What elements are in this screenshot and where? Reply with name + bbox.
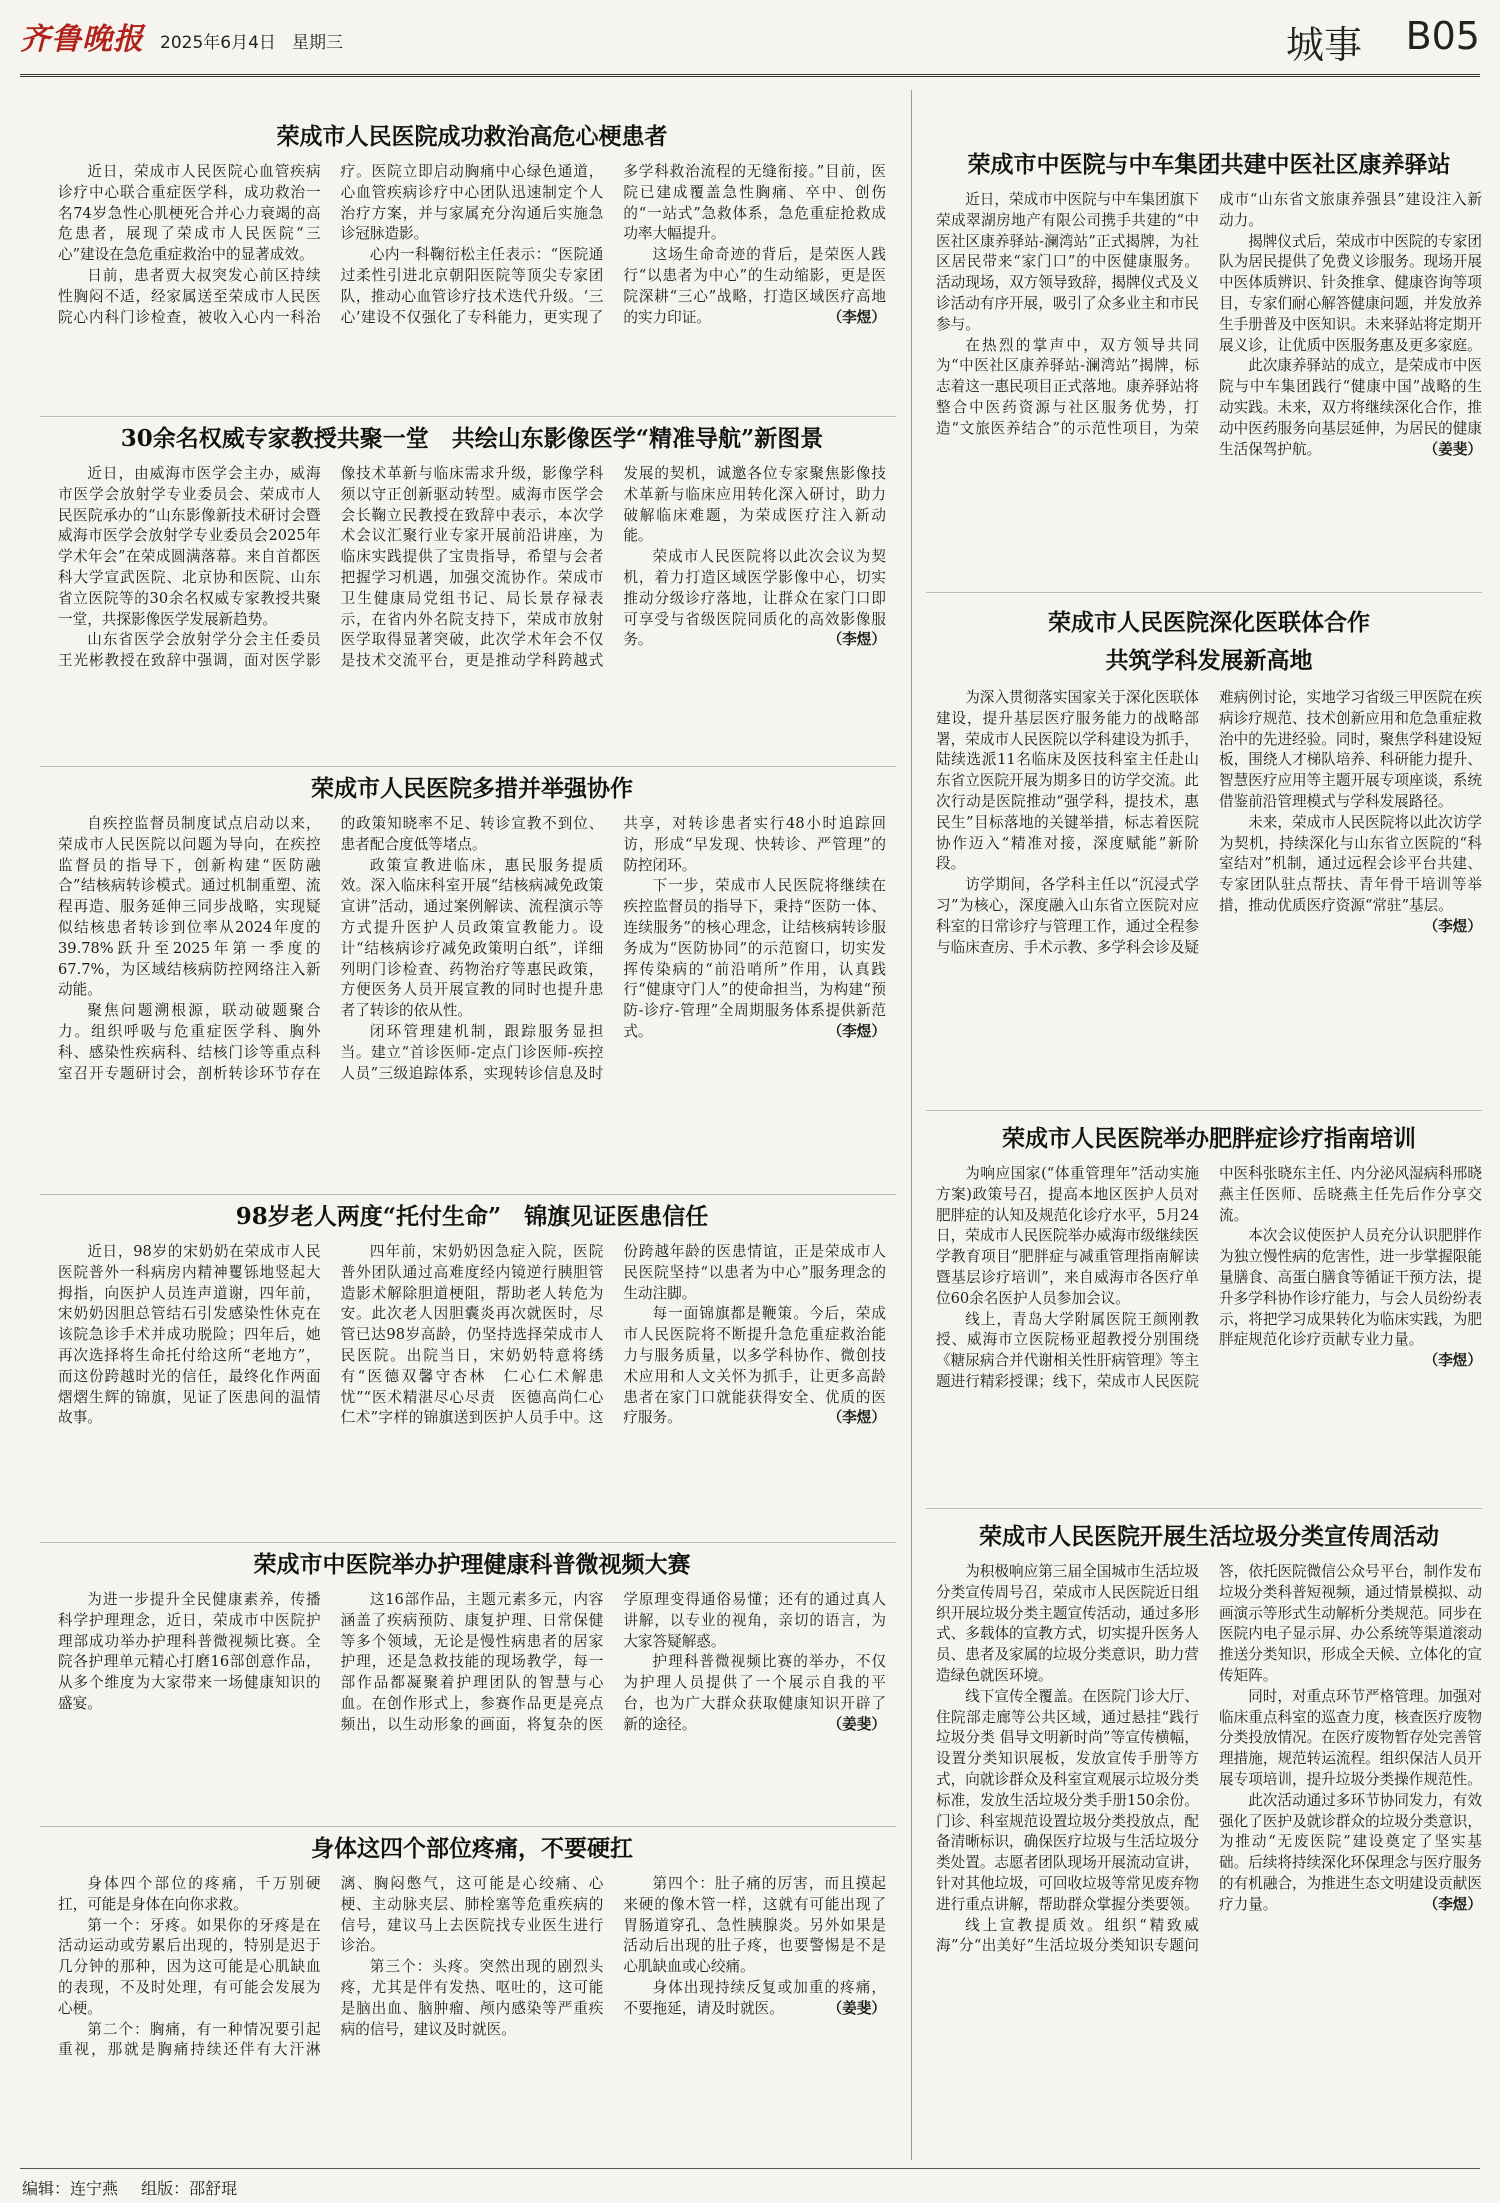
footer-credits xyxy=(22,2176,255,2199)
article-nursing-video-contest xyxy=(58,1546,886,1820)
article-body xyxy=(936,190,1482,574)
article-author: （李煜） xyxy=(827,1409,886,1427)
article-paragraph: 线上宣教提质效。组织“精致威海”分“出美好”生活垃圾分类知识专题问答，依托医院微信公众号平台，制作发布垃圾分类科普短视频，通过情景模拟、动画演示等形式生动解析分类规范。同步在医院内电子显示屏、办公系统等渠道滚动推送分类知识，形成全天候、立体化的宣传矩阵。 xyxy=(936,1563,1482,1955)
article-author: （姜斐） xyxy=(1423,440,1482,458)
article-paragraph: 揭牌仪式后，荣成市中医院的专家团队为居民提供了免费义诊服务。现场开展中医体质辨识、针灸推拿、健康咨询等项目，专家们耐心解答健康问题，并发放养生手册普及中医知识。未来驿站将定期开展义诊，让优质中医服务惠及更多家庭。 xyxy=(1219,232,1482,354)
article-headline: 荣成市人民医院多措并举强协作 xyxy=(311,775,633,802)
article-headline-line2: 共筑学科发展新高地 xyxy=(1105,647,1313,674)
article-headline: 荣成市人民医院成功救治高危心梗患者 xyxy=(276,123,668,150)
article-paragraph: 护理科普微视频比赛的举办，不仅为护理人员提供了一个展示自我的平台，也为广大群众获取健康知识开辟了新的途径。 （姜斐） xyxy=(623,1652,886,1735)
article-paragraph: 政策宣教进临床，惠民服务提质效。深入临床科室开展“结核病减免政策宣讲”活动，通过案例解读、流程演示等方式提升医护人员政策宣教能力。设计“结核病诊疗减免政策明白纸”，详细列明门诊检查、药物治疗等惠民政策，方便医务人员开展宣教的同时也提升患者了转诊的依从性。 xyxy=(340,856,604,1020)
article-author: （李煜） xyxy=(1423,917,1482,935)
article-separator xyxy=(40,416,896,417)
article-paragraph: 闭环管理建机制，跟踪服务显担当。建立“首诊医师-定点门诊医师-疾控人员”三级追踪体系，实现转诊信息及时共享，对转诊患者实行48小时追踪回访，形成“早发现、快转诊、严管理”的防控闭环。 xyxy=(340,815,886,1082)
article-waste-sorting xyxy=(936,1518,1482,2160)
article-paragraph: 山东省医学会放射学分会主任委员王光彬教授在致辞中强调，面对医学影像技术革新与临床需求升级，影像学科须以守正创新驱动转型。威海市医学会会长鞠立民教授在致辞中表示，本次学术会议汇聚行业专家开展前沿讲座，为临床实践提供了宝贵指导，希望与会者把握学习机遇，加强交流协作。荣成市卫生健康局党组书记、局长景存禄表示，在省内外名院支持下，荣成市放射医学取得显著突破，此次学术年会不仅是技术交流平台，更是推动学科跨越式发展的契机，诚邀各位专家聚焦影像技术革新与临床应用转化深入研讨，助力破解临床难题，为荣成医疗注入新动能。 xyxy=(58,465,886,670)
article-paragraph: 线下宣传全覆盖。在医院门诊大厅、住院部走廊等公共区域，通过悬挂“践行垃圾分类 倡导文明新时尚”等宣传横幅，设置分类知识展板，发放宣传手册等方式，向就诊群众及科室宣观展示垃圾分类标准，发放生活垃圾分类手册150余份。门诊、科室规范设置垃圾分类投放点，配备清晰标识，确保医疗垃圾与生活垃圾分类处置。志愿者团队现场开展流动宣讲，针对其他垃圾，可回收垃圾等常见废弃物进行重点讲解，帮助群众掌握分类要领。 xyxy=(936,1687,1199,1913)
article-author: （李煜） xyxy=(827,631,886,649)
article-paragraph: 未来，荣成市人民医院将以此次访学为契机，持续深化与山东省立医院的“科室结对”机制，通过远程会诊平台共建、专家团队驻点帮扶、青年骨干培训等举措，推动优质医疗资源“常驻”基层。 （李煜） xyxy=(1219,813,1482,917)
article-paragraph: 身体出现持续反复或加重的疼痛，不要拖延，请及时就医。 （姜斐） xyxy=(623,1978,886,2020)
article-author: （李煜） xyxy=(827,308,886,326)
article-paragraph: 四年前，宋奶奶因急症入院，医院普外团队通过高难度经内镜逆行胰胆管造影术解除胆道梗阻，帮助老人转危为安。此次老人因胆囊炎再次就医时，尽管已达98岁高龄，仍坚持选择荣成市人民医院。出院当日，宋奶奶特意将绣有“医德双馨守杏林 仁心仁术解患忧”“医术精湛尽心尽责 医德高尚仁心仁术”字样的锦旗送到医护人员手中。这份跨越年龄的医患情谊，正是荣成市人民医院坚持“以患者为中心”服务理念的生动注脚。 xyxy=(340,1243,886,1427)
article-headline: 荣成市人民医院深化医联体合作 xyxy=(1048,609,1370,636)
article-paragraph: 这16部作品，主题元素多元，内容涵盖了疾病预防、康复护理、日常保健等多个领域，无论是慢性病患者的居家护理，还是急救技能的现场教学，每一部作品都凝聚着护理团队的智慧与心血。在创作形式上，参赛作品更是亮点频出，以生动形象的画面，将复杂的医学原理变得通俗易懂；还有的通过真人讲解，以专业的视角，亲切的语言，为大家答疑解惑。 xyxy=(340,1591,886,1733)
header-rule xyxy=(20,74,1480,77)
article-paragraph: 为响应国家(“体重管理年”活动实施方案)政策号召，提高本地区医护人员对肥胖症的认知及规范化诊疗水平，5月24日，荣成市人民医院举办威海市级继续医学教育项目“肥胖症与减重管理指南解读暨基层诊疗培训”，来自威海市各医疗单位60余名医护人员参加会议。 xyxy=(936,1165,1199,1307)
article-paragraph: 在热烈的掌声中，双方领导共同为“中医社区康养驿站-澜湾站”揭牌，标志着这一惠民项目正式落地。康养驿站将整合中医药资源与社区服务优势，打造“文旅医养结合”的示范性项目，为荣成市“山东省文旅康养强县”建设注入新动力。 xyxy=(936,191,1482,437)
article-separator xyxy=(926,1508,1482,1509)
article-paragraph: 下一步，荣成市人民医院将继续在疾控监督员的指导下，秉持“医防一体、连续服务”的核心理念，让结核病转诊服务成为“医防协同”的示范窗口，切实发挥传染病的“前沿哨所”作用，认真践行“健康守门人”的使命担当，为构建“预防-诊疗-管理”全周期服务体系提供新范式。 （李煜） xyxy=(623,876,886,1042)
article-headline: 30余名权威专家教授共聚一堂 共绘山东影像医学“精准导航”新图景 xyxy=(120,425,824,452)
article-author: （姜斐） xyxy=(827,1715,886,1733)
article-paragraph: 每一面锦旗都是鞭策。今后，荣成市人民医院将不断提升急危重症救治能力与服务质量，以多学科协作、微创技术应用和人文关怀为抓手，让更多高龄患者在家门口就能获得安全、优质的医疗服务。 （李煜） xyxy=(623,1304,886,1429)
article-body xyxy=(58,464,886,758)
article-paragraph: 第二个：胸痛，有一种情况要引起重视，那就是胸痛持续还伴有大汗淋漓、胸闷憋气，这可能是心绞痛、心梗、主动脉夹层、肺栓塞等危重疾病的信号，建议马上去医院找专业医生进行诊治。 xyxy=(58,1875,604,2059)
article-paragraph: 访学期间，各学科主任以“沉浸式学习”为核心，深度融入山东省立医院对应科室的日常诊疗与管理工作，通过全程参与临床查房、手术示教、多学科会诊及疑难病例讨论，实地学习省级三甲医院在疾病诊疗规范、技术创新应用和危急重症救治中的先进经验。同时，聚焦学科建设短板，围绕人才梯队培养、科研能力提升、智慧医疗应用等主题开展专项座谈，系统借鉴前沿管理模式与学科发展路径。 xyxy=(936,689,1482,956)
article-body xyxy=(58,162,886,406)
article-author: （李煜） xyxy=(1423,1352,1482,1370)
article-separator xyxy=(40,766,896,767)
article-paragraph: 近日，荣成市人民医院心血管疾病诊疗中心联合重症医学科，成功救治一名74岁急性心肌梗死合并心力衰竭的高危患者，展现了荣成市人民医院“三心”建设在急危重症救治中的显著成效。 xyxy=(58,163,321,264)
article-author: （李煜） xyxy=(1423,1895,1482,1913)
article-separator xyxy=(926,592,1482,593)
article-body xyxy=(58,1242,886,1534)
article-headline: 身体这四个部位疼痛，不要硬扛 xyxy=(311,1835,633,1862)
article-author: （李煜） xyxy=(827,1022,886,1040)
issue-weekday: 星期三 xyxy=(292,33,343,53)
article-body xyxy=(936,1562,1482,2158)
article-separator xyxy=(40,1194,896,1195)
article-body xyxy=(58,1590,886,1818)
article-paragraph: 近日，由威海市医学会主办，威海市医学会放射学专业委员会、荣成市人民医院承办的“山东影像新技术研讨会暨威海市医学会放射学专业委员会2025年学术年会”在荣成圆满落幕。来自首都医科大学宣武医院、北京协和医院、山东省立医院等的30余名权威专家教授共聚一堂，共探影像医学发展新趋势。 xyxy=(58,465,321,628)
article-heart-attack-rescue xyxy=(58,118,886,408)
article-tcm-wellness-station xyxy=(936,146,1482,576)
article-paragraph: 荣成市人民医院将以此次会议为契机，着力打造区域医学影像中心，切实推动分级诊疗落地，让群众在家门口即可享受与省级医院同质化的高效影像服务。 （李煜） xyxy=(623,547,886,651)
article-body xyxy=(936,688,1482,1094)
article-author: （姜斐） xyxy=(827,1999,886,2017)
article-paragraph: 第四个：肚子痛的厉害，而且摸起来硬的像木管一样，这就有可能出现了胃肠道穿孔、急性胰腺炎。另外如果是活动后出现的肚子疼，也要警惕是不是心肌缺血或心绞痛。 xyxy=(623,1875,886,1976)
section-title: 城事 xyxy=(1285,23,1362,67)
article-separator xyxy=(40,1826,896,1827)
article-paragraph: 日前，患者贾大叔突发心前区持续性胸闷不适，经家属送至荣成市人民医院心内科门诊检查，被收入心内一科治疗。医院立即启动胸痛中心绿色通道，心血管疾病诊疗中心团队迅速制定个人治疗方案，并与家属充分沟通后实施急诊冠脉造影。 xyxy=(58,163,604,326)
article-paragraph: 近日，98岁的宋奶奶在荣成市人民医院普外一科病房内精神矍铄地竖起大拇指，向医护人员连声道谢，四年前，宋奶奶因胆总管结石引发感染性休克在该院急诊手术并成功脱险；四年后，她再次选择将生命托付给这所“老地方”，而这份跨越时光的信任，最终化作两面熠熠生辉的锦旗，见证了医患间的温情故事。 xyxy=(58,1243,321,1427)
article-headline: 荣成市人民医院举办肥胖症诊疗指南培训 xyxy=(1002,1125,1416,1152)
article-body xyxy=(936,1164,1482,1498)
issue-date: 2025年6月4日 xyxy=(160,33,276,53)
article-paragraph: 为进一步提升全民健康素养，传播科学护理理念，近日，荣成市中医院护理部成功举办护理科普微视频比赛。全院各护理单元精心打磨16部创意作品，从多个维度为大家带来一场健康知识的盛宴。 xyxy=(58,1591,321,1712)
article-headline: 98岁老人两度“托付生命” 锦旗见证医患信任 xyxy=(235,1203,709,1230)
article-98-year-old-patient xyxy=(58,1198,886,1536)
article-paragraph: 本次会议使医护人员充分认识肥胖作为独立慢性病的危害性，进一步掌握限能量膳食、高蛋白膳食等循证干预方法，提升多学科协作诊疗能力，与会人员纷纷表示，将把学习成果转化为临床实践，为肥胖症规范化诊疗贡献专业力量。 （李煜） xyxy=(1219,1226,1482,1351)
article-tb-referral xyxy=(58,770,886,1188)
article-paragraph: 聚焦问题溯根源，联动破题聚合力。组织呼吸与危重症医学科、胸外科、感染性疾病科、结核门诊等重点科室召开专题研讨会，剖析转诊环节存在的政策知晓率不足、转诊宣教不到位、患者配合度低等堵点。 xyxy=(58,815,604,1082)
column-divider xyxy=(911,90,912,2160)
article-paragraph: 身体四个部位的疼痛，千万别硬扛，可能是身体在向你求救。 xyxy=(58,1875,321,1913)
article-paragraph: 第一个：牙疼。如果你的牙疼是在活动运动或劳累后出现的，特别是迟于几分钟的那种，因为这可能是心肌缺血的表现，不及时处理，有可能会发展为心梗。 xyxy=(58,1916,321,2017)
article-paragraph: 心内一科鞠衍松主任表示：“医院通过柔性引进北京朝阳医院等顶尖专家团队，推动心血管诊疗技术迭代升级。‘三心’建设不仅强化了专科能力，更实现了多学科救治流程的无缝衔接。”目前，医院已建成覆盖急性胸痛、卒中、创伤的“一站式”急救体系，急危重症抢救成功率大幅提升。 xyxy=(340,163,886,326)
article-headline: 荣成市人民医院开展生活垃圾分类宣传周活动 xyxy=(979,1523,1439,1550)
masthead xyxy=(20,10,1480,68)
footer-layout: 组版：邵舒琨 xyxy=(141,2179,238,2198)
article-separator xyxy=(40,1542,896,1543)
newspaper-logo: 齐鲁晚报 xyxy=(20,22,144,57)
article-four-pains xyxy=(58,1830,886,2160)
article-medical-alliance xyxy=(936,604,1482,1096)
article-headline: 荣成市中医院举办护理健康科普微视频大赛 xyxy=(253,1551,691,1578)
article-imaging-conference xyxy=(58,420,886,760)
article-obesity-training xyxy=(936,1120,1482,1500)
article-paragraph: 第三个：头疼。突然出现的剧烈头疼，尤其是伴有发热、呕吐的，这可能是脑出血、脑肿瘤、颅内感染等严重疾病的信号，建议及时就医。 xyxy=(340,1958,604,2038)
article-paragraph: 此次康养驿站的成立，是荣成市中医院与中车集团践行“健康中国”战略的生动实践。未来，双方将继续深化合作，推动中医药服务向基层延伸，为居民的健康生活保驾护航。 （姜斐） xyxy=(1219,356,1482,460)
article-paragraph: 近日，荣成市中医院与中车集团旗下荣成翠湖房地产有限公司携手共建的“中医社区康养驿站-澜湾站”正式揭牌，为社区居民带来“家门口”的中医健康服务。活动现场，双方领导致辞，揭牌仪式及义诊活动有序开展，吸引了众多业主和市民参与。 xyxy=(936,191,1199,333)
footer-editor: 编辑：连宁燕 xyxy=(22,2179,119,2198)
article-paragraph: 为积极响应第三届全国城市生活垃圾分类宣传周号召，荣成市人民医院近日组织开展垃圾分类主题宣传活动，通过多形式、多载体的宣教方式，切实提升医务人员、患者及家属的垃圾分类意识，助力营造绿色就医环境。 xyxy=(936,1563,1199,1684)
footer-rule xyxy=(20,2168,1480,2169)
article-body xyxy=(58,814,886,1186)
article-paragraph: 此次活动通过多环节协同发力，有效强化了医护及就诊群众的垃圾分类意识，为推动“无废医院”建设奠定了坚实基础。后续将持续深化环保理念与医疗服务的有机融合，为推进生态文明建设贡献医疗力量。 （李煜） xyxy=(1219,1791,1482,1916)
page-number: B05 xyxy=(1405,14,1480,58)
article-body xyxy=(58,1874,886,2158)
article-paragraph: 同时，对重点环节严格管理。加强对临床重点科室的巡查力度，核查医疗废物分类投放情况。在医疗废物暂存处完善管理措施，规范转运流程。组织保洁人员开展专项培训，提升垃圾分类操作规范性。 xyxy=(1219,1687,1482,1788)
article-paragraph: 为深入贯彻落实国家关于深化医联体建设，提升基层医疗服务能力的战略部署，荣成市人民医院以学科建设为抓手，陆续选派11名临床及医技科室主任赴山东省立医院开展为期多日的访学交流。此次行动是医院推动“强学科，提技术，惠民生”目标落地的关键举措，标志着医院协作迈入“精准对接，深度赋能”新阶段。 xyxy=(936,689,1199,873)
article-headline: 荣成市中医院与中车集团共建中医社区康养驿站 xyxy=(967,151,1451,178)
article-paragraph: 线上，青岛大学附属医院王颜刚教授、威海市立医院杨亚超教授分别围绕《糖尿病合并代谢相关性肝病管理》等主题进行精彩授课；线下，荣成市人民医院中医科张晓东主任、内分泌风湿病科邢晓燕主任医师、岳晓燕主任先后作分享交流。 xyxy=(936,1165,1482,1390)
article-paragraph: 这场生命奇迹的背后，是荣医人践行“以患者为中心”的生动缩影，更是医院深耕“三心”战略，打造区域医疗高地的实力印证。 （李煜） xyxy=(623,245,886,328)
article-paragraph: 自疾控监督员制度试点启动以来，荣成市人民医院以问题为导向，在疾控监督员的指导下，创新构建“医防融合”结核病转诊模式。通过机制重塑、流程再造、服务延伸三同步战略，实现疑似结核患者转诊到位率从2024年度的39.78%跃升至2025年第一季度的67.7%，为区域结核病防控网络注入新动能。 xyxy=(58,815,321,999)
article-separator xyxy=(926,1110,1482,1111)
